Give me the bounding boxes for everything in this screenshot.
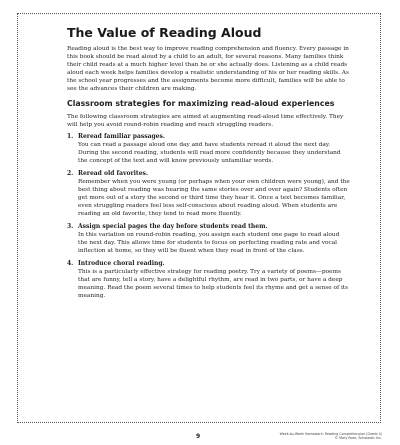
list-item	[67, 133, 350, 165]
copyright-line: © Mary Rose, Scholastic Inc.	[334, 436, 382, 441]
item-title: Reread old favorites.	[78, 170, 148, 177]
item-text: In this variation on round-robin reading, you assign each student one page to read aloud the next day. This allows time for students to focus on perfecting reading rate and vocal inflection at home, so they will be fluent when they read in front of the class.	[78, 232, 340, 254]
page-title: The Value of Reading Aloud	[67, 25, 262, 40]
item-text: You can read a passage aloud one day and have students reread it aloud the next day. During the second reading, students will read more confidently because they understand the concept of the text and will know previously unfamiliar words.	[78, 142, 341, 164]
list-item	[67, 170, 350, 218]
section-heading: Classroom strategies for maximizing read-aloud experiences	[67, 99, 335, 108]
section-intro: The following classroom strategies are aimed at augmenting read-aloud time effectively. They will help you avoid round-robin reading and reach struggling readers.	[67, 114, 344, 128]
strategy-list	[67, 133, 350, 300]
list-item	[67, 260, 350, 300]
item-text: Remember when you were young (or perhaps when your own children were young), and the best thing about reading was hearing the same stories over and over again? Students often get more out of a story the second or third time they hear it. Once a text becomes familiar, even struggling readers feel less self-conscious about reading aloud. When students are reading an old favorite, they tend to read more fluently.	[78, 179, 350, 217]
item-number: 4.	[67, 260, 74, 267]
item-number: 3.	[67, 223, 74, 230]
page-content	[67, 26, 350, 305]
item-number: 1.	[67, 133, 74, 140]
item-title: Assign special pages the day before students read them.	[78, 223, 268, 230]
item-title: Introduce choral reading.	[78, 260, 165, 267]
item-number: 2.	[67, 170, 74, 177]
page-number: 9	[196, 433, 201, 440]
list-item	[67, 223, 350, 255]
footer-credit	[274, 432, 382, 440]
credit-line: Week-by-Week Homework: Reading Comprehension (Grade 4)	[279, 432, 382, 436]
intro-paragraph: Reading aloud is the best way to improve reading comprehension and fluency. Every passage in this book should be read aloud by a child to an adult, for several reasons. Many families think their child reads at a much higher level than he or she actually does. Listening as a child reads aloud each week helps families develop a realistic understanding of his or her reading skills. As the school year progresses and the assignments become more difficult, families will be able to see the advances their children are making.	[67, 46, 349, 92]
item-text: This is a particularly effective strategy for reading poetry. Try a variety of poems—poems that are funny, tell a story, have a delightful rhythm, are read in two parts, or have a deep meaning. Read the poem several times to help students feel its rhyme and get a sense of its meaning.	[78, 269, 349, 299]
item-title: Reread familiar passages.	[78, 133, 165, 140]
